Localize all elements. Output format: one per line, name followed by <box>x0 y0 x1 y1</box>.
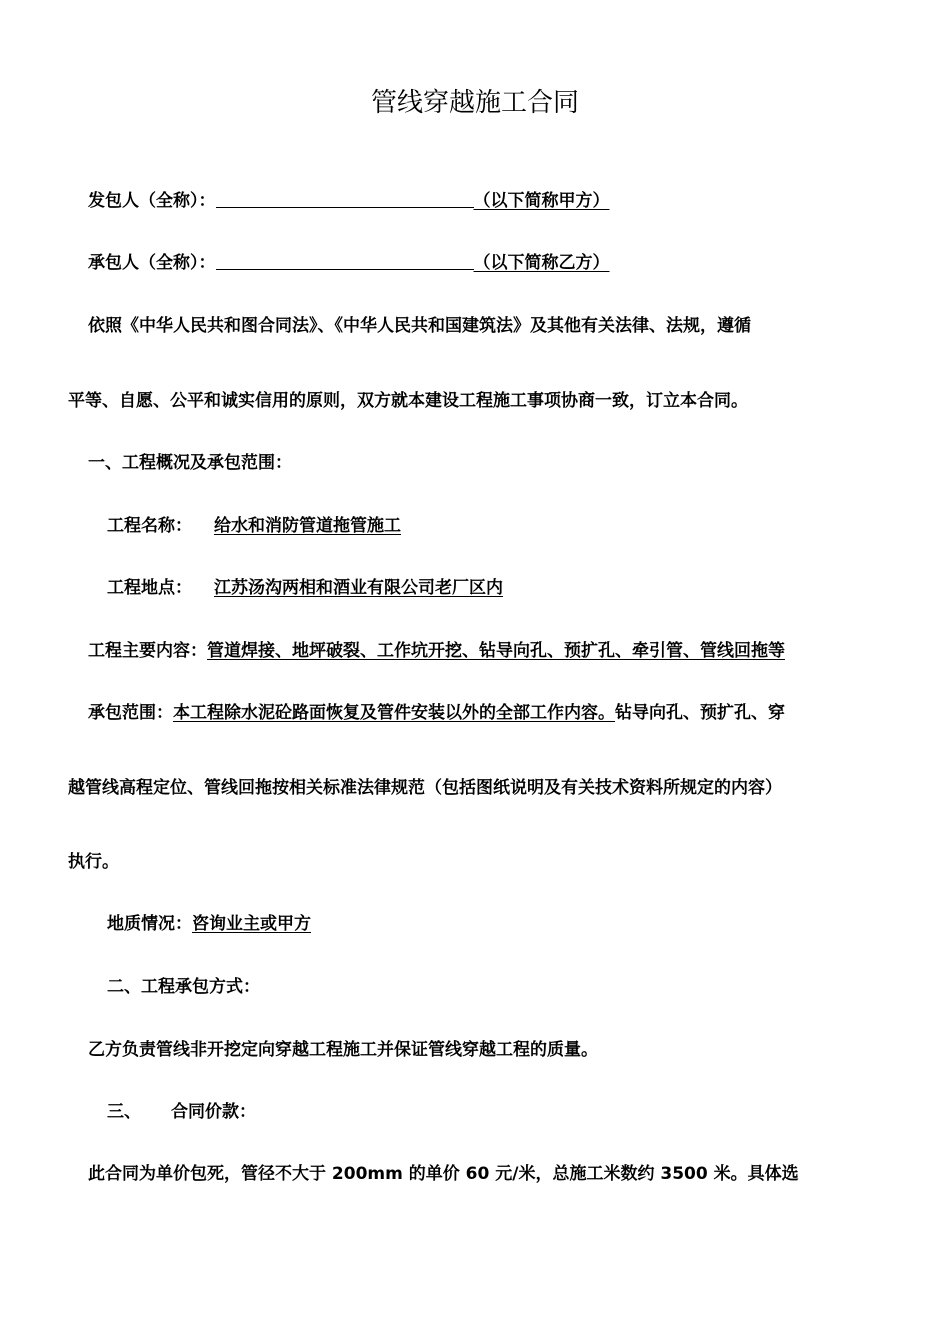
party-b-line <box>88 251 610 275</box>
party-a-line <box>88 189 610 213</box>
section2-text: 乙方负责管线非开挖定向穿越工程施工并保证管线穿越工程的质量。 <box>88 1040 598 1060</box>
project-site-line <box>107 576 503 600</box>
main-content-value: 管道焊接、地坪破裂、工作坑开挖、钻导向孔、预扩孔、牵引管、管线回拖等 <box>207 641 785 661</box>
party-a-suffix: （以下简称甲方） <box>473 191 610 211</box>
project-name-label: 工程名称： <box>107 516 192 536</box>
intro-line-2: 平等、自愿、公平和诚实信用的原则，双方就本建设工程施工事项协商一致，订立本合同。 <box>68 391 748 411</box>
project-name-line <box>107 514 435 538</box>
geology-value: 咨询业主或甲方 <box>192 914 311 934</box>
intro-line-1: 依照《中华人民共和图合同法》、《中华人民共和国建筑法》及其他有关法律、法规，遵循 <box>88 316 751 336</box>
party-a-label: 发包人（全称）： <box>88 191 216 211</box>
geology-label: 地质情况： <box>107 914 192 934</box>
party-b-label: 承包人（全称）： <box>88 253 216 273</box>
scope-line-2: 越管线高程定位、管线回拖按相关标准法律规范（包括图纸说明及有关技术资料所规定的内容） <box>68 778 782 798</box>
scope-line-1 <box>88 701 785 725</box>
project-name-value: 给水和消防管道拖管施工 <box>214 516 401 536</box>
scope-label: 承包范围： <box>88 703 173 723</box>
contract-title: 管线穿越施工合同 <box>370 88 579 118</box>
project-site-value: 江苏汤沟两相和酒业有限公司老厂区内 <box>214 578 503 598</box>
main-content-line <box>88 639 785 663</box>
section2-heading: 二、工程承包方式： <box>107 977 260 997</box>
scope-underlined: 本工程除水泥砼路面恢复及管件安装以外的全部工作内容。 <box>173 703 615 723</box>
project-site-label: 工程地点： <box>107 578 192 598</box>
party-b-suffix: （以下简称乙方） <box>473 253 610 273</box>
section3-heading-text: 合同价款： <box>171 1102 256 1122</box>
main-content-label: 工程主要内容： <box>88 641 207 661</box>
section3-text: 此合同为单价包死，管径不大于 200mm 的单价 60 元/米，总施工米数约 3500 米。具体选 <box>88 1164 799 1184</box>
party-a-blank[interactable] <box>216 189 474 208</box>
scope-rest: 钻导向孔、预扩孔、穿 <box>615 703 785 723</box>
section1-heading: 一、工程概况及承包范围： <box>88 453 292 473</box>
geology-line <box>107 912 317 936</box>
party-b-blank[interactable] <box>216 251 474 270</box>
scope-line-3: 执行。 <box>68 852 119 872</box>
section3-heading-num: 三、 <box>107 1102 141 1122</box>
section3-heading <box>107 1100 256 1124</box>
